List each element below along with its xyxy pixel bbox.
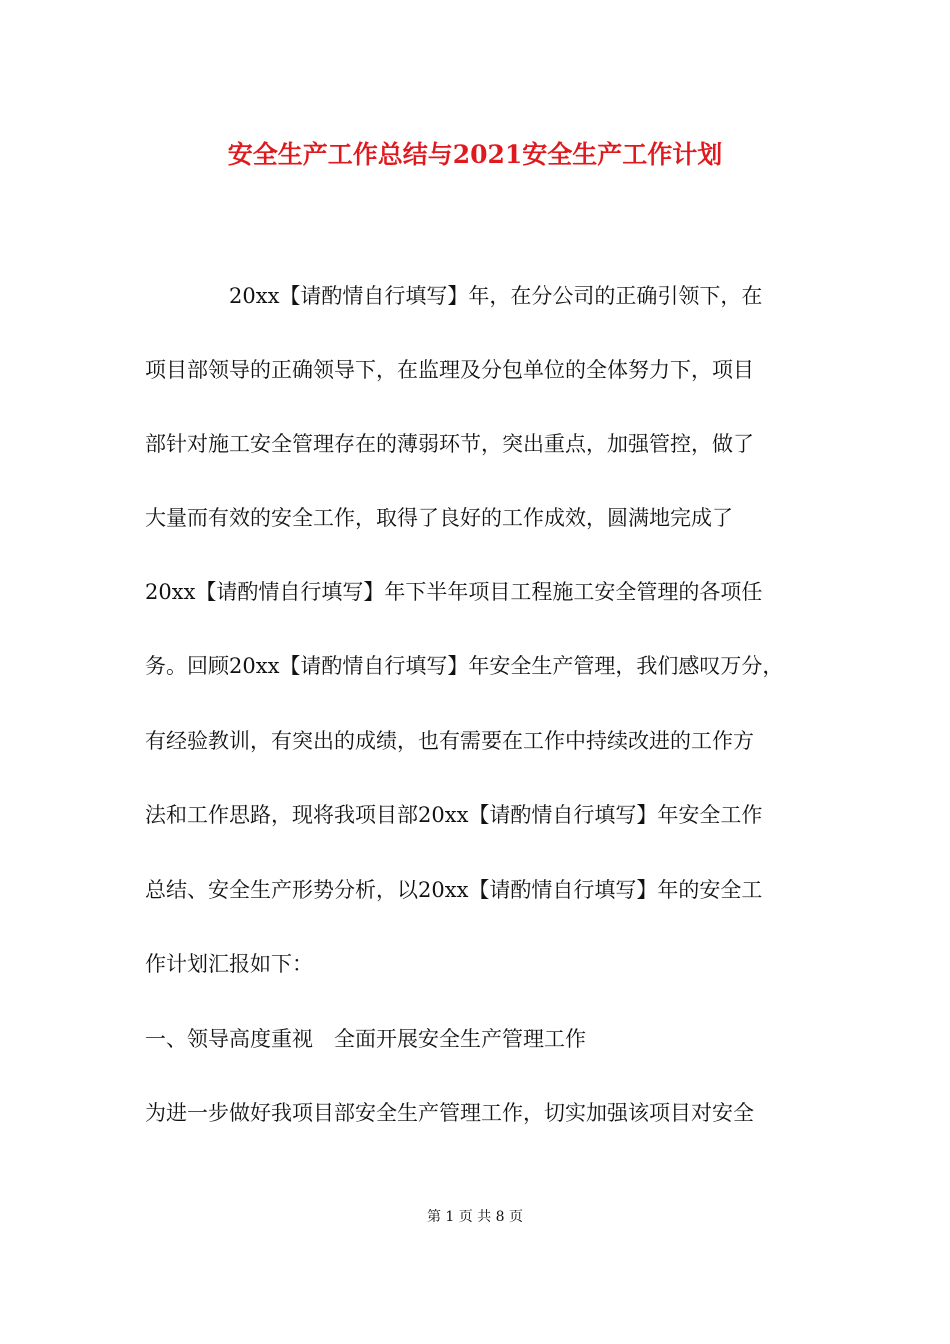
document-title: 安全生产工作总结与2021安全生产工作计划 [227, 140, 723, 169]
paragraph-line-1: 20xx【请酌情自行填写】年，在分公司的正确引领下，在 [229, 284, 763, 308]
paragraph-line-8: 法和工作思路，现将我项目部20xx【请酌情自行填写】年安全工作 [145, 803, 763, 827]
paragraph-line-9: 总结、安全生产形势分析，以20xx【请酌情自行填写】年的安全工 [145, 878, 763, 902]
paragraph-line-5: 20xx【请酌情自行填写】年下半年项目工程施工安全管理的各项任 [145, 580, 763, 604]
paragraph-line-7: 有经验教训，有突出的成绩，也有需要在工作中持续改进的工作方 [145, 729, 754, 753]
section-heading: 一、领导高度重视 全面开展安全生产管理工作 [145, 1027, 586, 1051]
paragraph-line-6: 务。回顾20xx【请酌情自行填写】年安全生产管理，我们感叹万分， [145, 654, 784, 678]
paragraph-line-12: 为进一步做好我项目部安全生产管理工作，切实加强该项目对安全 [145, 1101, 754, 1125]
paragraph-line-3: 部针对施工安全管理存在的薄弱环节，突出重点，加强管控，做了 [145, 432, 754, 456]
paragraph-line-10: 作计划汇报如下： [145, 952, 313, 976]
page-number-footer: 第 1 页 共 8 页 [426, 1209, 524, 1225]
paragraph-line-4: 大量而有效的安全工作，取得了良好的工作成效，圆满地完成了 [145, 506, 733, 530]
paragraph-line-2: 项目部领导的正确领导下，在监理及分包单位的全体努力下，项目 [145, 358, 754, 382]
